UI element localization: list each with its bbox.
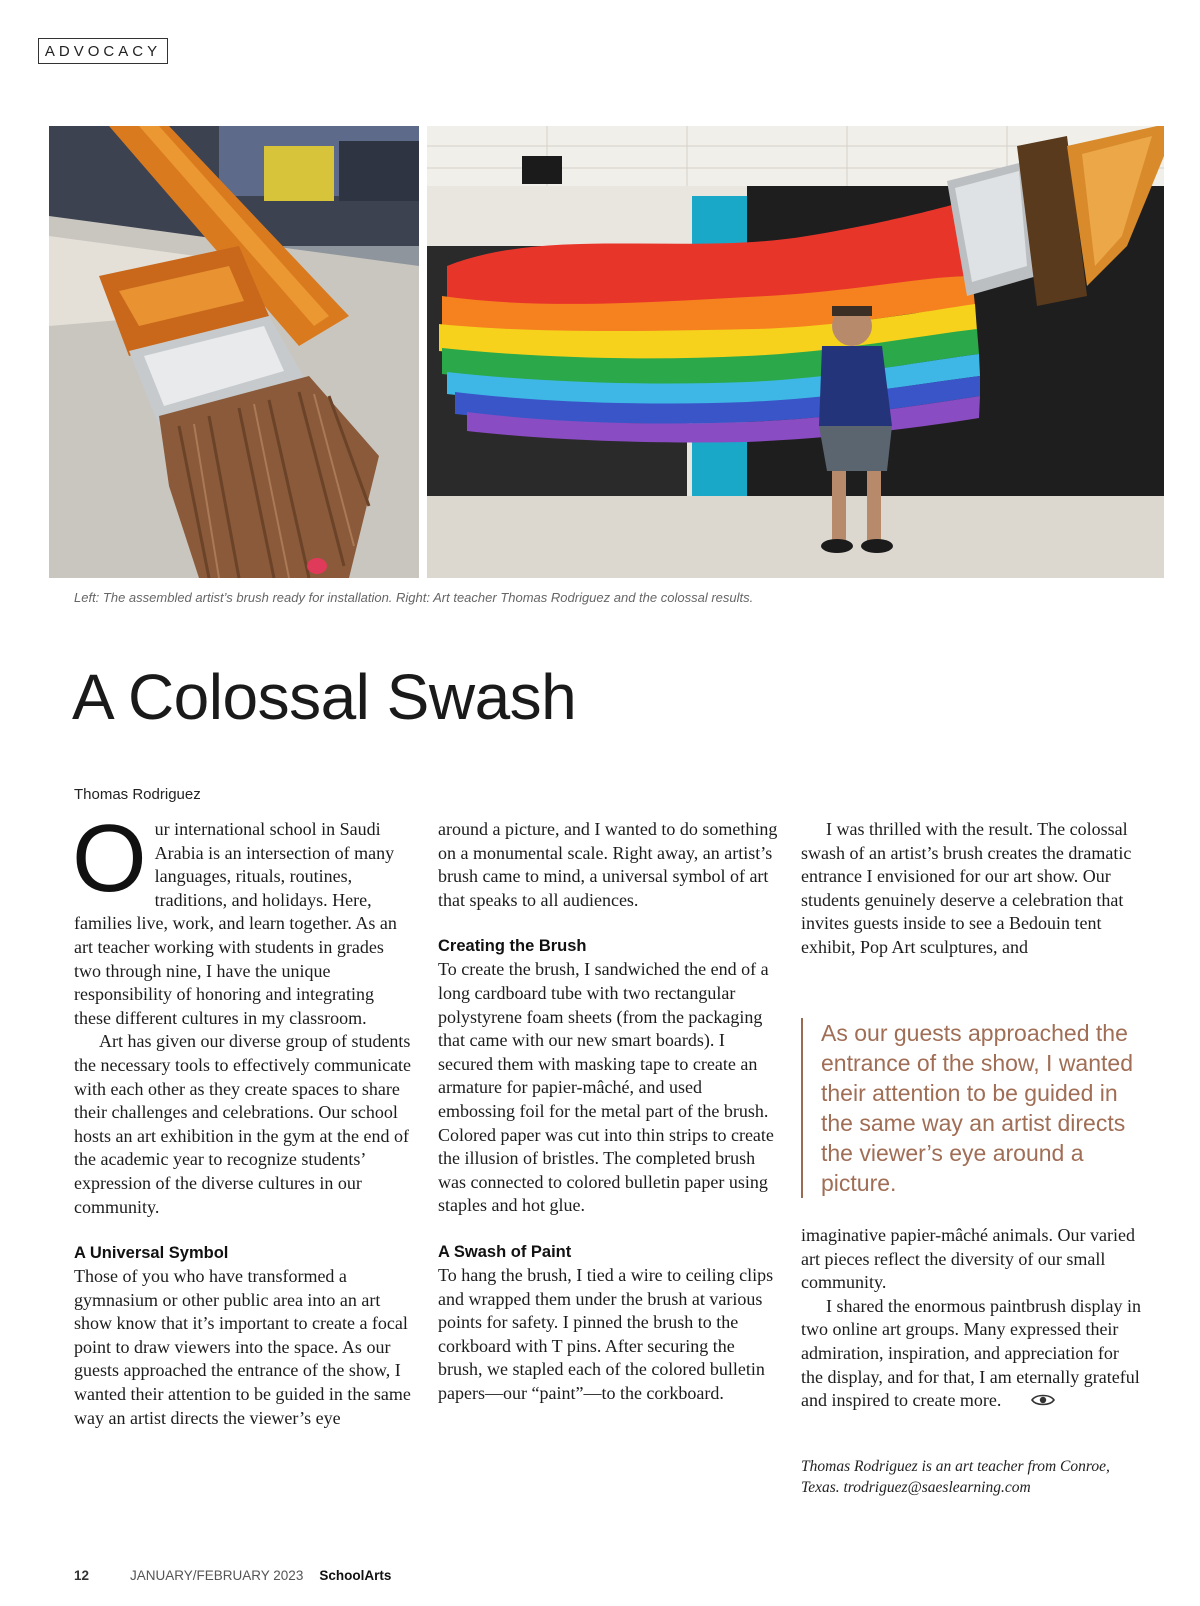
subhead-universal-symbol: A Universal Symbol [74, 1244, 229, 1263]
author-byline: Thomas Rodriguez [74, 786, 201, 803]
body-paragraph: Those of you who have transformed a gymnasium or other public area into an art show know that it’s important to create a focal point to draw viewers into the space. As our guests approached the entrance of the show, I wanted their attention to be guided in the same way an artist directs the viewer’s eye [74, 1266, 411, 1428]
body-paragraph: imaginative papier-mâché animals. Our varied art pieces reflect the diversity of our small community. [801, 1225, 1136, 1293]
photo-assembled-brush [49, 126, 419, 578]
body-paragraph: Art has given our diverse group of students the necessary tools to effectively communicate with each other as they create spaces to share their challenges and celebrations. Our school hosts an art exhibition in the gym at the end of the academic year to recognize students’ expression of the diverse cultures in our community. [74, 1031, 412, 1217]
drop-cap: O [72, 805, 147, 912]
section-tag: ADVOCACY [38, 38, 168, 64]
page-number: 12 [74, 1568, 90, 1583]
magazine-name: SchoolArts [319, 1568, 392, 1583]
body-paragraph: To hang the brush, I tied a wire to ceiling clips and wrapped them under the brush at various points for safety. I pinned the brush to the corkboard with T pins. After securing the brush, we stapled each of the colored bulletin papers—our “paint”—to the corkboard. [438, 1264, 774, 1403]
intro-paragraph: Our international school in Saudi Arabia is an intersection of many languages, rituals, routines, traditions, and holidays. Here, families live, work, and learn together. As an art teacher working with students in grades two through nine, I have the unique responsibility of honoring and integrating these different cultures in my classroom. [72, 805, 397, 1028]
end-mark-icon [1005, 1390, 1056, 1414]
article-headline: A Colossal Swash [72, 661, 577, 733]
article-column-2 [438, 818, 778, 1405]
pull-quote: As our guests approached the entrance of the show, I wanted their attention to be guided in the same way an artist directs the viewer’s eye around a picture. [801, 1018, 1141, 1198]
closing-paragraph: I shared the enormous paintbrush display in two online art groups. Many expressed their admiration, inspiration, and appreciation for the display, and for that, I am eternally grateful and inspired to create more. [801, 1295, 1141, 1414]
subhead-swash-of-paint: A Swash of Paint [438, 1242, 572, 1261]
subhead-creating-brush: Creating the Brush [438, 937, 587, 956]
article-column-3-bottom [801, 1224, 1141, 1414]
body-paragraph: I was thrilled with the result. The colossal swash of an artist’s brush creates the dramatic entrance I envisioned for our art show. Our students genuinely deserve a celebration that invites guests inside to see a Bedouin tent exhibit, Pop Art sculptures, and [801, 819, 1132, 957]
article-column-3-top [801, 818, 1141, 960]
issue-date: JANUARY/FEBRUARY 2023 [130, 1568, 304, 1583]
article-column-1 [72, 805, 414, 1430]
author-bio: Thomas Rodriguez is an art teacher from Conroe, Texas. trodriguez@saeslearning.com [801, 1458, 1110, 1496]
photo-rainbow-installation [427, 126, 1164, 578]
body-paragraph: To create the brush, I sandwiched the end of a long cardboard tube with two rectangular polystyrene foam sheets (from the packaging that came with our new smart boards). I secured them with masking tape to create an armature for papier-mâché, and used embossing foil for the metal part of the brush. Colored paper was cut into thin strips to create the illusion of bristles. The completed brush was connected to colored bulletin paper using staples and hot glue. [438, 959, 774, 1216]
body-paragraph: around a picture, and I wanted to do something on a monumental scale. Right away, an artist’s brush came to mind, a universal symbol of art that speaks to all audiences. [438, 819, 778, 910]
photo-caption: Left: The assembled artist’s brush ready for installation. Right: Art teacher Thomas Rodriguez and the colossal results. [74, 590, 754, 605]
page-footer [74, 1568, 391, 1583]
